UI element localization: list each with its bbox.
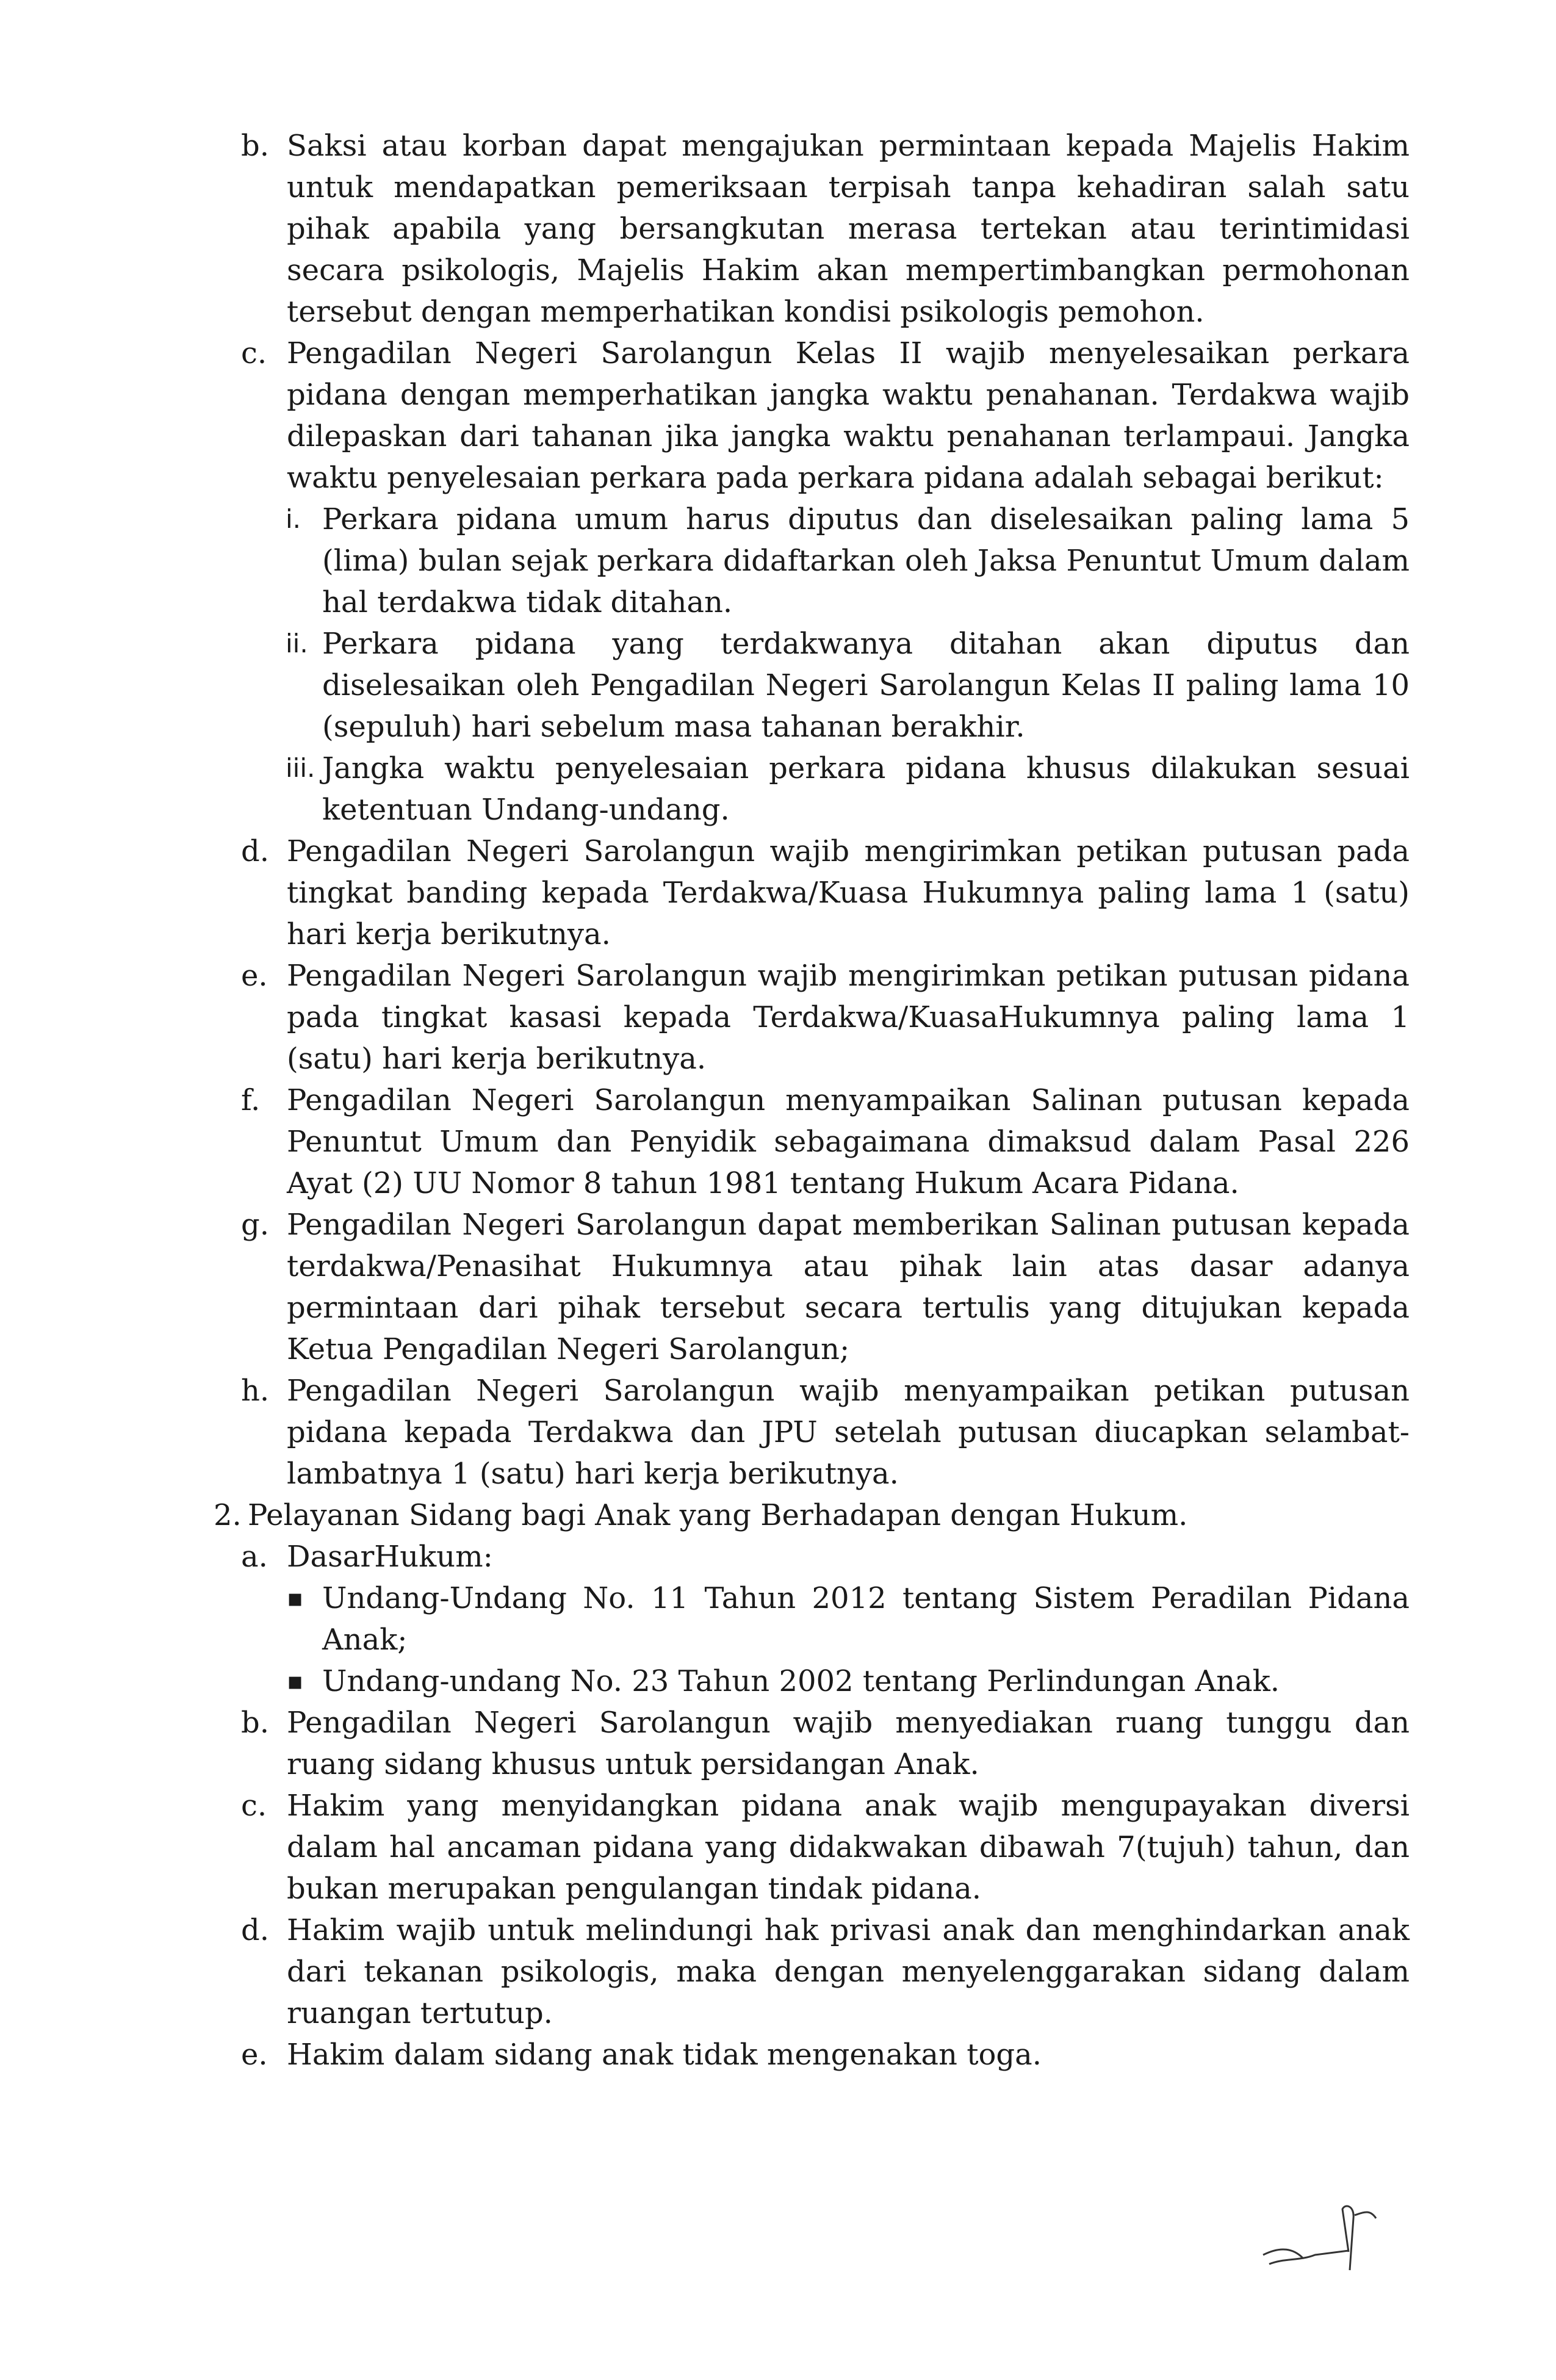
bullet-item bbox=[214, 1661, 1410, 1702]
list-item-b bbox=[214, 1702, 1410, 1785]
bullet-icon: ▪ bbox=[287, 1584, 304, 1612]
list-marker: c. bbox=[241, 336, 267, 370]
list-item-e bbox=[214, 2034, 1410, 2075]
list-marker: f. bbox=[241, 1083, 261, 1117]
bullet-icon: ▪ bbox=[287, 1667, 304, 1695]
list-marker: g. bbox=[241, 1208, 269, 1242]
sublist-item-i bbox=[214, 499, 1410, 623]
list-text: Jangka waktu penyelesaian perkara pidana khusus dilakukan sesuai ketentuan Undang-undang. bbox=[322, 751, 1410, 827]
list-text: Pengadilan Negeri Sarolangun wajib mengirimkan petikan putusan pada tingkat banding kepada Terdakwa/Kuasa Hukumnya paling lama 1 (satu) hari kerja berikutnya. bbox=[287, 834, 1410, 951]
list-item-c bbox=[214, 1785, 1410, 1909]
list-marker: d. bbox=[241, 834, 269, 868]
sublist-item-ii bbox=[214, 623, 1410, 748]
list-text: Undang-Undang No. 11 Tahun 2012 tentang Sistem Peradilan Pidana Anak; bbox=[322, 1581, 1410, 1657]
list-marker: a. bbox=[241, 1540, 268, 1574]
list-marker: h. bbox=[241, 1374, 270, 1408]
list-marker: b. bbox=[241, 129, 269, 163]
list-text: Hakim yang menyidangkan pidana anak wajib mengupayakan diversi dalam hal ancaman pidana yang didakwakan dibawah 7(tujuh) tahun, dan bukan merupakan pengulangan tindak pidana. bbox=[287, 1789, 1410, 1906]
signature-icon bbox=[1257, 2197, 1391, 2288]
list-text: Hakim wajib untuk melindungi hak privasi anak dan menghindarkan anak dari tekanan psikologis, maka dengan menyelenggarakan sidang dalam ruangan tertutup. bbox=[287, 1913, 1410, 2030]
document-body bbox=[214, 125, 1410, 2075]
sublist-item-iii bbox=[214, 748, 1410, 831]
list-item-g bbox=[214, 1204, 1410, 1370]
list-text: Pengadilan Negeri Sarolangun wajib mengirimkan petikan putusan pidana pada tingkat kasasi kepada Terdakwa/KuasaHukumnya paling lama 1 (satu) hari kerja berikutnya. bbox=[287, 959, 1410, 1076]
handwritten-initial-signature bbox=[1257, 2197, 1391, 2288]
list-marker: c. bbox=[241, 1789, 267, 1823]
list-marker: e. bbox=[241, 2038, 268, 2072]
section-title: Pelayanan Sidang bagi Anak yang Berhadapan dengan Hukum. bbox=[248, 1498, 1188, 1532]
list-text: Pengadilan Negeri Sarolangun wajib menyediakan ruang tunggu dan ruang sidang khusus untuk persidangan Anak. bbox=[287, 1706, 1410, 1781]
list-text: Perkara pidana umum harus diputus dan diselesaikan paling lama 5 (lima) bulan sejak perkara didaftarkan oleh Jaksa Penuntut Umum dalam hal terdakwa tidak ditahan. bbox=[322, 502, 1410, 619]
list-item-d bbox=[214, 1909, 1410, 2034]
list-item-f bbox=[214, 1080, 1410, 1204]
list-text: Pengadilan Negeri Sarolangun Kelas II wajib menyelesaikan perkara pidana dengan memperhatikan jangka waktu penahanan. Terdakwa wajib dilepaskan dari tahanan jika jangka waktu penahanan terlampaui. Jangka waktu penyelesaian perkara pada perkara pidana adalah sebagai berikut: bbox=[287, 336, 1410, 495]
bullet-item bbox=[214, 1578, 1410, 1661]
list-text: DasarHukum: bbox=[287, 1540, 493, 1574]
list-item-h bbox=[214, 1370, 1410, 1495]
list-marker: i. bbox=[286, 504, 301, 534]
list-marker: d. bbox=[241, 1913, 269, 1947]
list-text: Undang-undang No. 23 Tahun 2002 tentang Perlindungan Anak. bbox=[322, 1664, 1280, 1698]
list-marker: b. bbox=[241, 1706, 269, 1740]
list-item-b bbox=[214, 125, 1410, 333]
list-item-d bbox=[214, 831, 1410, 955]
section-number: 2. bbox=[214, 1498, 242, 1532]
list-item-e bbox=[214, 955, 1410, 1080]
list-item-a bbox=[214, 1536, 1410, 1578]
list-item-c bbox=[214, 333, 1410, 499]
list-marker: e. bbox=[241, 959, 268, 993]
section-heading-2 bbox=[214, 1495, 1410, 1536]
list-text: Pengadilan Negeri Sarolangun menyampaikan Salinan putusan kepada Penuntut Umum dan Penyidik sebagaimana dimaksud dalam Pasal 226 Ayat (2) UU Nomor 8 tahun 1981 tentang Hukum Acara Pidana. bbox=[287, 1083, 1410, 1200]
list-text: Saksi atau korban dapat mengajukan permintaan kepada Majelis Hakim untuk mendapatkan pemeriksaan terpisah tanpa kehadiran salah satu pihak apabila yang bersangkutan merasa tertekan atau terintimidasi secara psikologis, Majelis Hakim akan mempertimbangkan permohonan tersebut dengan memperhatikan kondisi psikologis pemohon. bbox=[287, 129, 1410, 329]
list-text: Hakim dalam sidang anak tidak mengenakan toga. bbox=[287, 2038, 1042, 2072]
list-marker: ii. bbox=[286, 629, 308, 658]
list-text: Pengadilan Negeri Sarolangun dapat memberikan Salinan putusan kepada terdakwa/Penasihat Hukumnya atau pihak lain atas dasar adanya permintaan dari pihak tersebut secara tertulis yang ditujukan kepada Ketua Pengadilan Negeri Sarolangun; bbox=[287, 1208, 1410, 1366]
list-text: Perkara pidana yang terdakwanya ditahan akan diputus dan diselesaikan oleh Pengadilan Negeri Sarolangun Kelas II paling lama 10 (sepuluh) hari sebelum masa tahanan berakhir. bbox=[322, 627, 1410, 744]
list-text: Pengadilan Negeri Sarolangun wajib menyampaikan petikan putusan pidana kepada Terdakwa dan JPU setelah putusan diucapkan selambat-lambatnya 1 (satu) hari kerja berikutnya. bbox=[287, 1374, 1410, 1491]
list-marker: iii. bbox=[286, 753, 315, 783]
